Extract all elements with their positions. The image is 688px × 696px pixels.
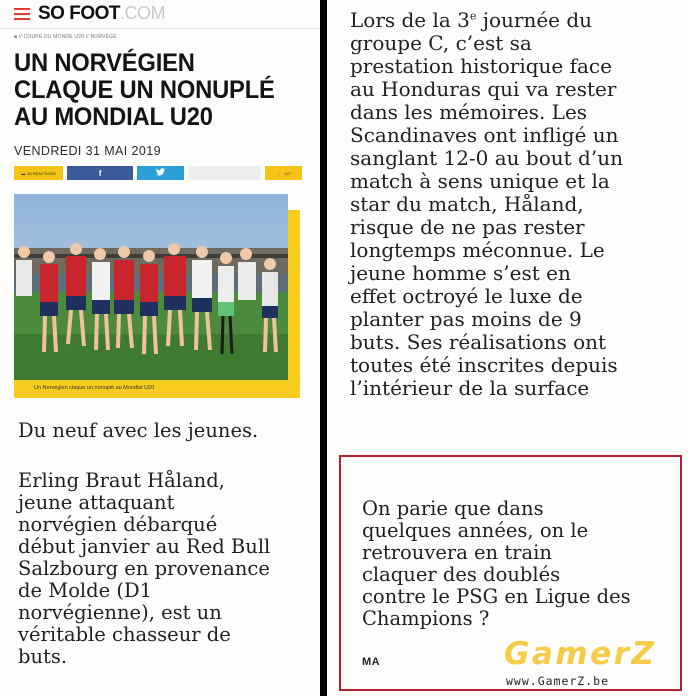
headline-line: UN NORVÉGIEN	[14, 49, 195, 77]
watermark-logo: GamerZ	[504, 636, 657, 672]
text-line: au Honduras qui va rester	[350, 77, 617, 101]
text-line: planter pas moins de 9	[350, 307, 582, 331]
article-paragraph-2	[350, 9, 623, 400]
headline-line: CLAQUE UN NONUPLÉ	[14, 76, 275, 104]
text-line: buts.	[18, 645, 68, 668]
author-signature: MA	[362, 656, 381, 668]
article-lead: Du neuf avec les jeunes.	[18, 419, 259, 442]
text-line: effet octroyé le luxe de	[350, 284, 583, 308]
like-count: 127	[284, 170, 292, 176]
more-share-button[interactable]	[188, 166, 261, 180]
share-bar	[14, 166, 302, 180]
article-headline	[14, 50, 314, 131]
facebook-icon: f	[98, 168, 102, 178]
twitter-share-button[interactable]	[137, 166, 184, 180]
text-line: début janvier au Red Bull	[18, 535, 271, 558]
article-date: VENDREDI 31 MAI 2019	[14, 144, 161, 158]
text-line: l’intérieur de la surface	[350, 376, 590, 400]
site-header	[0, 0, 320, 28]
like-button[interactable]	[265, 166, 302, 180]
text-line: norvégienne), est un	[18, 601, 222, 624]
superscript: e	[469, 9, 477, 23]
header-divider	[0, 28, 320, 29]
logo-suffix: .COM	[120, 3, 165, 23]
text-line: véritable chasseur de	[18, 623, 231, 646]
text-fragment: Lors de la 3	[350, 8, 470, 32]
logo-text: SO FOOT	[38, 3, 120, 24]
reactions-label: 46 RÉACTIONS	[27, 170, 57, 176]
text-line: sanglant 12-0 au bout d’un	[350, 146, 623, 170]
text-line: jeune attaquant	[18, 491, 175, 514]
twitter-icon	[156, 168, 165, 178]
text-line: de Molde (D1	[18, 579, 153, 602]
text-line: Scandinaves ont infligé un	[350, 123, 619, 147]
text-line: quelques années, on le	[362, 519, 589, 542]
text-line: match à sens unique et la	[350, 169, 610, 193]
comment-icon: ▬	[21, 170, 26, 176]
text-line: claquer des doublés	[362, 563, 561, 586]
text-line: longtemps méconnue. Le	[350, 238, 605, 262]
text-line: contre le PSG en Ligue des	[362, 585, 631, 608]
watermark-url: www.GamerZ.be	[506, 674, 610, 688]
text-line: star du match, Håland,	[350, 192, 584, 216]
article-photo[interactable]	[14, 194, 288, 380]
breadcrumb[interactable]: ■ // COUPE DU MONDE U20 // NORVÈGE	[14, 34, 117, 40]
article-paragraph-1	[18, 470, 316, 668]
text-line: retrouvera en train	[362, 541, 552, 564]
quote-text	[362, 498, 631, 630]
text-line: On parie que dans	[362, 497, 544, 520]
thumbs-up-icon: 👍	[276, 170, 282, 176]
reactions-button[interactable]	[14, 166, 63, 180]
article-left-panel	[0, 0, 320, 696]
text-line: Salzbourg en provenance	[18, 557, 270, 580]
headline-line: AU MONDIAL U20	[14, 103, 213, 131]
menu-icon[interactable]	[14, 8, 30, 20]
site-logo[interactable]	[38, 3, 165, 25]
text-line: prestation historique face	[350, 54, 612, 78]
text-line: toutes été inscrites depuis	[350, 353, 618, 377]
text-line: dans les mémoires. Les	[350, 100, 588, 124]
facebook-share-button[interactable]	[67, 166, 133, 180]
text-line: norvégien débarqué	[18, 513, 218, 536]
team-celebration-image	[14, 194, 288, 380]
text-line: risque de ne pas rester	[350, 215, 585, 239]
text-fragment: journée du	[476, 8, 593, 32]
text-line: buts. Ses réalisations ont	[350, 330, 607, 354]
article-right-panel	[327, 0, 688, 696]
photo-caption: Un Norvégien claque un nonuplé au Mondial U20	[34, 385, 155, 391]
text-line: groupe C, c’est sa	[350, 31, 532, 55]
text-line: Champions ?	[362, 607, 490, 630]
text-line: jeune homme s’est en	[350, 261, 571, 285]
text-line	[350, 9, 623, 32]
text-line: Erling Braut Håland,	[18, 469, 225, 492]
